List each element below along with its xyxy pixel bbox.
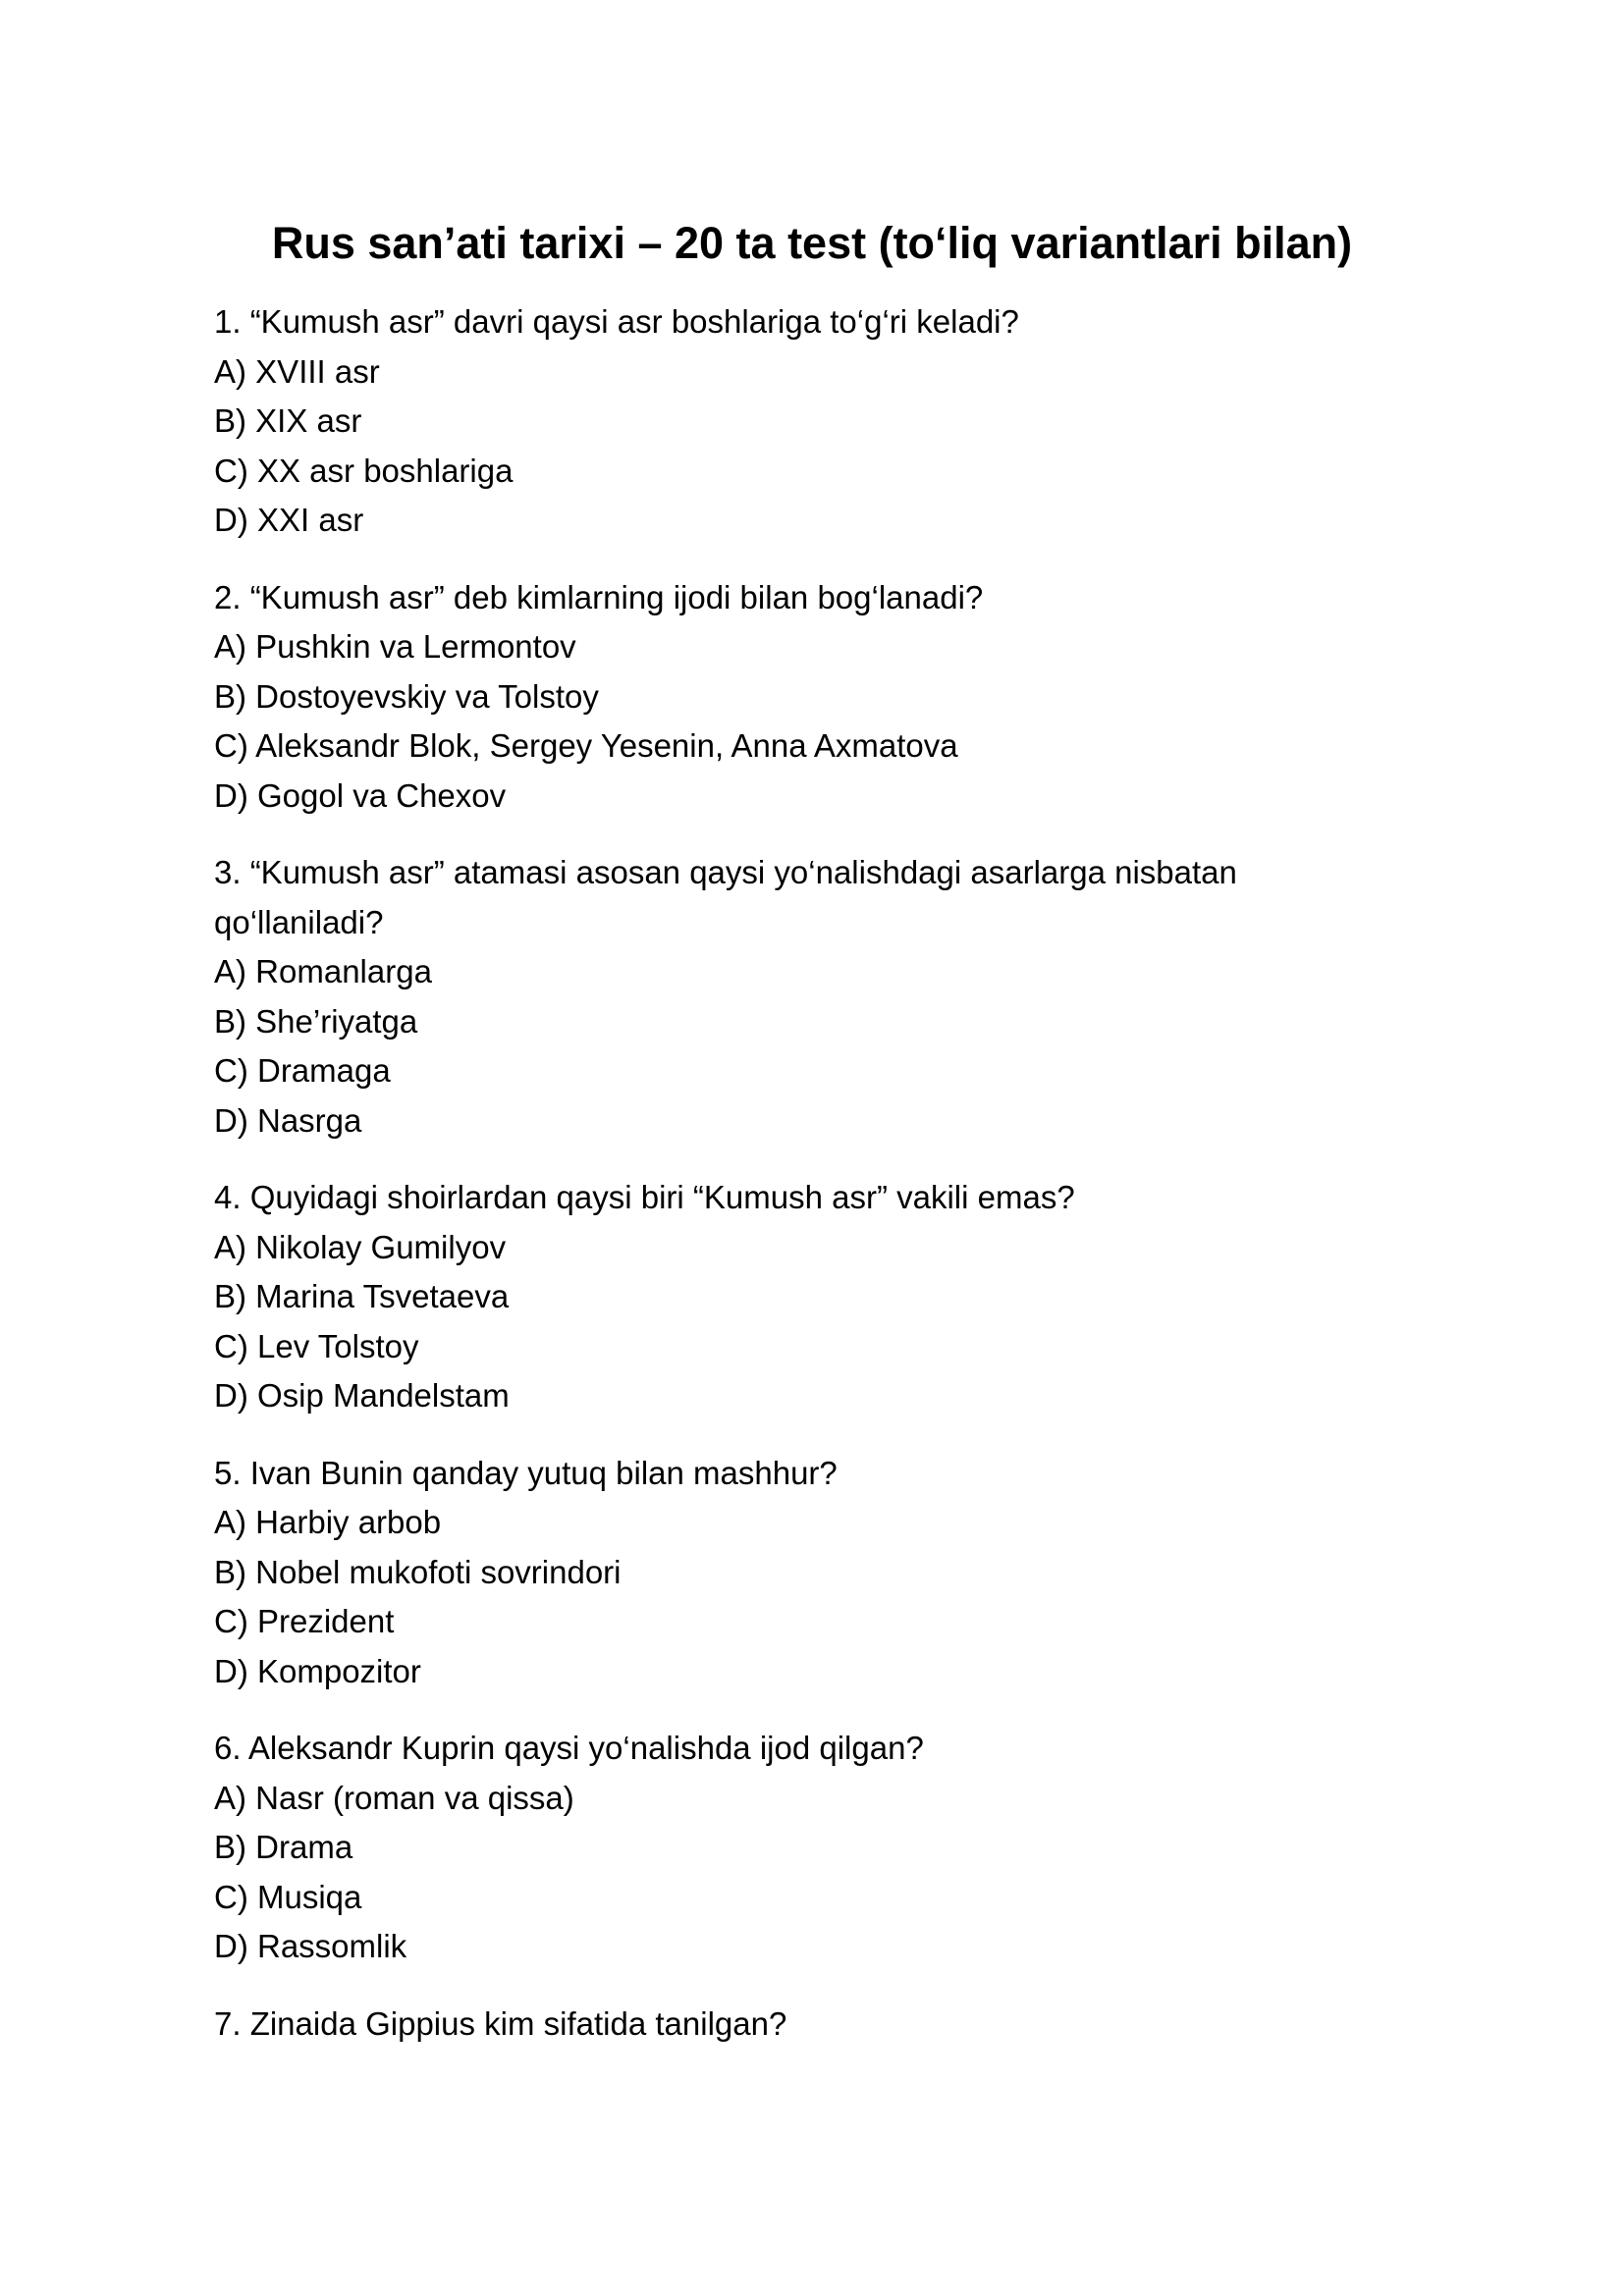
option-b: B) XIX asr	[214, 402, 362, 439]
question-text: 6. Aleksandr Kuprin qaysi yo‘nalishda ijod qilgan?	[214, 1730, 924, 1766]
question-6	[214, 1724, 1410, 1972]
option-b: B) Nobel mukofoti sovrindori	[214, 1553, 622, 1590]
option-a: A) Romanlarga	[214, 953, 432, 989]
question-text: 4. Quyidagi shoirlardan qaysi biri “Kumush asr” vakili emas?	[214, 1179, 1075, 1215]
option-a: A) Nikolay Gumilyov	[214, 1228, 507, 1265]
option-a: A) Pushkin va Lermontov	[214, 628, 576, 665]
question-4	[214, 1173, 1410, 1421]
option-a: A) Nasr (roman va qissa)	[214, 1779, 574, 1816]
option-c: C) Prezident	[214, 1603, 395, 1639]
document-title: Rus san’ati tarixi – 20 ta test (to‘liq variantlari bilan)	[271, 218, 1353, 268]
question-list	[214, 297, 1410, 2076]
option-d: D) Nasrga	[214, 1101, 362, 1139]
option-b: B) Drama	[214, 1829, 353, 1865]
question-2	[214, 573, 1410, 822]
option-c: C) XX asr boshlariga	[214, 452, 514, 489]
question-1	[214, 297, 1410, 546]
question-text: 7. Zinaida Gippius kim sifatida tanilgan?	[214, 2004, 787, 2042]
question-text: 1. “Kumush asr” davri qaysi asr boshlariga to‘g‘ri keladi?	[214, 303, 1019, 340]
option-b: B) Marina Tsvetaeva	[214, 1278, 510, 1314]
option-d: D) Osip Mandelstam	[214, 1377, 510, 1414]
question-text: 5. Ivan Bunin qanday yutuq bilan mashhur?	[214, 1454, 838, 1491]
question-5	[214, 1449, 1410, 1697]
option-a: A) Harbiy arbob	[214, 1504, 442, 1540]
option-d: D) XXI asr	[214, 502, 364, 538]
option-d: D) Kompozitor	[214, 1652, 421, 1689]
question-7	[214, 2000, 1410, 2050]
question-text: 2. “Kumush asr” deb kimlarning ijodi bilan bog‘lanadi?	[214, 578, 984, 615]
option-b: B) Dostoyevskiy va Tolstoy	[214, 677, 599, 715]
question-text: 3. “Kumush asr” atamasi asosan qaysi yo‘nalishdagi asarlarga nisbatan qo‘llaniladi?	[214, 854, 1237, 940]
option-d: D) Rassomlik	[214, 1928, 407, 1964]
option-c: C) Dramaga	[214, 1052, 391, 1089]
option-d: D) Gogol va Chexov	[214, 776, 507, 814]
option-c: C) Lev Tolstoy	[214, 1327, 419, 1364]
option-a: A) XVIII asr	[214, 352, 380, 390]
question-3	[214, 848, 1410, 1146]
option-b: B) She’riyatga	[214, 1002, 418, 1040]
option-c: C) Aleksandr Blok, Sergey Yesenin, Anna Axmatova	[214, 727, 958, 764]
option-c: C) Musiqa	[214, 1878, 362, 1915]
